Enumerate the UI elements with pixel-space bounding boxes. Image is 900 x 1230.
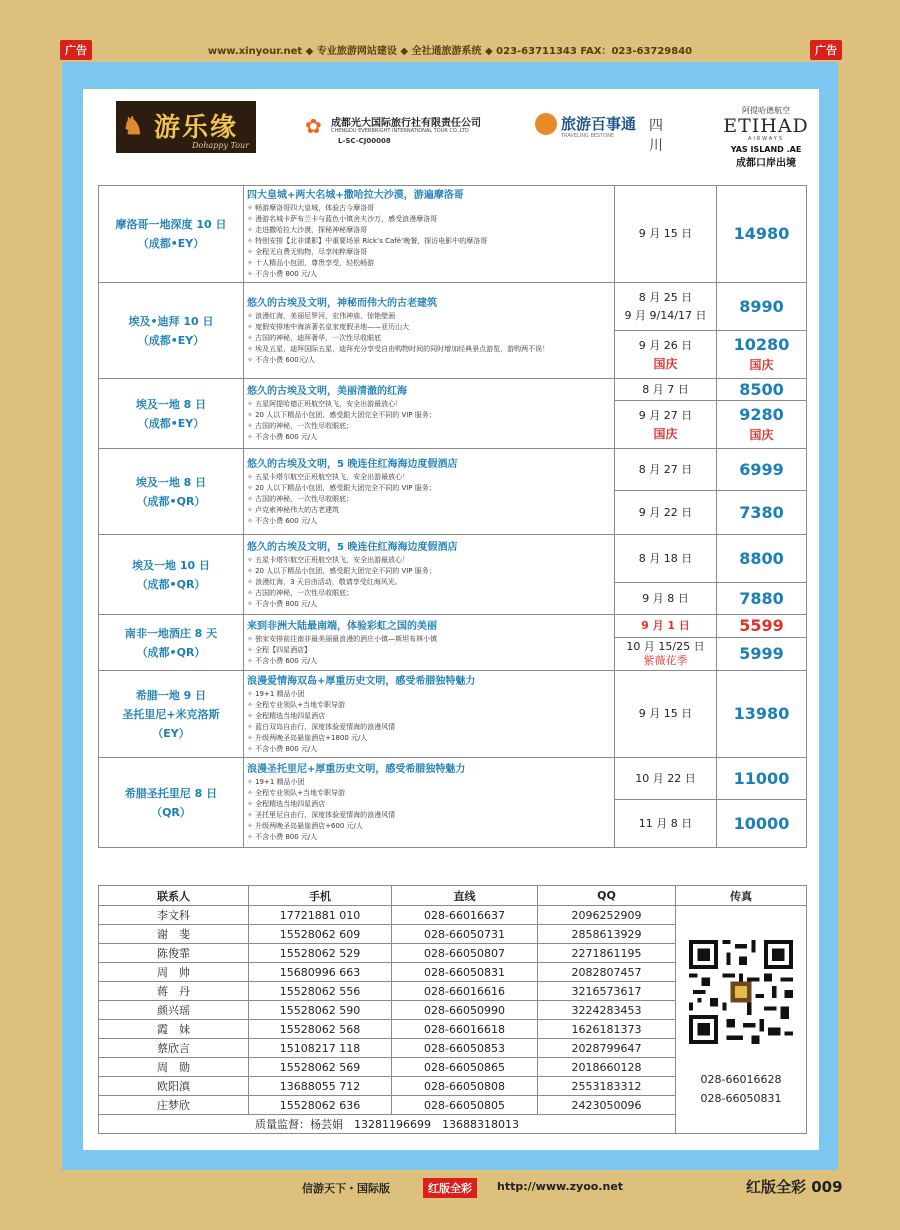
col-header: 直线 (392, 886, 538, 906)
tour-desc (244, 449, 615, 535)
contact-phone[interactable]: 028-66050990 (392, 1001, 538, 1020)
tour-name-line: （成都•QR） (136, 577, 206, 591)
tour-name-line: 希腊一地 9 日 (135, 688, 207, 702)
contact-qq[interactable]: 2082807457 (538, 963, 676, 982)
tour-item: ✧ 全程专业领队+当地专职导游 (247, 700, 612, 711)
contact-qq[interactable]: 3216573617 (538, 982, 676, 1001)
contact-qq[interactable]: 2423050096 (538, 1096, 676, 1115)
tour-price: 8500 (717, 379, 807, 401)
contact-name: 周 帅 (99, 963, 249, 982)
contact-mobile[interactable]: 15108217 118 (249, 1039, 392, 1058)
tour-name-line: （成都•EY） (137, 416, 205, 430)
holiday-note: 国庆 (749, 427, 774, 442)
ad-tag-left: 广告 (60, 40, 92, 60)
contact-mobile[interactable]: 17721881 010 (249, 906, 392, 925)
tour-price: 13980 (717, 671, 807, 758)
contact-phone[interactable]: 028-66050807 (392, 944, 538, 963)
contact-mobile[interactable]: 15528062 556 (249, 982, 392, 1001)
contact-qq[interactable]: 1626181373 (538, 1020, 676, 1039)
tour-price-value: 9280 (739, 404, 784, 424)
contact-phone[interactable]: 028-66050731 (392, 925, 538, 944)
contact-name: 蒋 丹 (99, 982, 249, 1001)
tour-name (99, 449, 244, 535)
tour-date: 10 月 22 日 (615, 758, 717, 800)
tour-item: ✧ 全程无自费无购物，尽享纯粹摩洛哥 (247, 247, 612, 258)
contact-phone[interactable]: 028-66016637 (392, 906, 538, 925)
contact-qq[interactable]: 3224283453 (538, 1001, 676, 1020)
tour-title: 悠久的古埃及文明，5 晚连住红海海边度假酒店 (247, 541, 458, 553)
contact-name: 陈俊霏 (99, 944, 249, 963)
logo-lybst-en: TRAVELING BESTONE (561, 133, 615, 139)
fax-cell (676, 906, 807, 1134)
tour-desc (244, 615, 615, 671)
tour-price: 7380 (717, 491, 807, 535)
logo-etihad (721, 105, 811, 177)
tour-item: ✧ 全程精选当地四星酒店 (247, 711, 612, 722)
tour-name-line: （QR） (151, 805, 191, 819)
tour-name-line: 圣托里尼+米克洛斯 (122, 707, 220, 721)
tour-item: ✧ 全程专业领队+当地专职导游 (247, 788, 612, 799)
tour-item: ✧ 畅游摩洛哥四大皇城，体验古今摩洛哥 (247, 203, 612, 214)
tour-name-line: 南非一地酒庄 8 天 (124, 626, 218, 640)
footer-slogan: 信游天下・国际版 (302, 1182, 390, 1195)
logo-cgd-name: 成都光大国际旅行社有限责任公司 (331, 118, 481, 129)
tour-item: ✧ 浪漫红海，3 天自由活动，敬请享受红海风光。 (247, 577, 612, 588)
tour-item: ✧ 升级两晚圣岛悬崖酒店+1800 元/人 (247, 733, 612, 744)
tour-item: ✧ 不含小费 800 元/人 (247, 744, 612, 755)
table-row (99, 379, 807, 401)
tour-title: 浪漫爱情海双岛+厚重历史文明，感受希腊独特魅力 (247, 675, 476, 687)
logo-bar (83, 89, 819, 185)
table-row (99, 535, 807, 583)
tour-item: ✧ 浪漫红海，美丽尼罗河，宏伟神庙，惊艳壁画 (247, 311, 612, 322)
yas-island: YAS ISLAND .AE (730, 145, 802, 154)
tour-title: 悠久的古埃及文明，5 晚连住红海海边度假酒店 (247, 458, 458, 470)
tour-date (615, 283, 717, 331)
tour-item: ✧ 埃及五星、迪拜国际五星，迪拜充分享受自由购物时间的同时增加经典景点游览，游购两不误！ (247, 344, 612, 355)
tour-name-line: 希腊圣托里尼 8 日 (124, 786, 218, 800)
col-header: 手机 (249, 886, 392, 906)
tour-name-line: 埃及•迪拜 10 日 (128, 314, 214, 328)
tour-title: 悠久的古埃及文明，美丽清澈的红海 (247, 386, 407, 397)
tour-date: 8 月 27 日 (615, 449, 717, 491)
tour-title: 浪漫圣托里尼+厚重历史文明，感受希腊独特魅力 (247, 764, 466, 775)
tour-date (615, 331, 717, 379)
horse-icon: ♞ (122, 111, 146, 140)
everbright-mark-icon: ✿ (305, 114, 322, 138)
logo-lybst-name: 旅游百事通 (561, 115, 637, 133)
tour-price: 8800 (717, 535, 807, 583)
qr-code-icon[interactable] (689, 940, 793, 1044)
tour-price: 8990 (717, 283, 807, 331)
logo-cgd-en: CHENGDU EVERBRIGHT INTERNATIONAL TOUR CO.,LTD (331, 128, 469, 134)
tour-price: 10000 (717, 800, 807, 848)
contact-qq[interactable]: 2553183312 (538, 1077, 676, 1096)
tour-item: ✧ 不含小费 800 元/人 (247, 269, 612, 280)
tour-item: ✧ 漫游名城卡萨布兰卡与蓝色小镇舍夫沙万，感受浪漫摩洛哥 (247, 214, 612, 225)
tour-item: ✧ 古国的神秘，一次性尽收眼底； (247, 494, 612, 505)
contact-mobile[interactable]: 15528062 590 (249, 1001, 392, 1020)
tour-name-line: 摩洛哥一地深度 10 日 (115, 218, 227, 231)
tour-desc (244, 758, 615, 848)
logo-lvyou-baishitong (535, 111, 665, 154)
tour-price: 14980 (717, 186, 807, 283)
tour-date: 9 月 22 日 (615, 491, 717, 535)
tour-item: ✧ 十人精品小包团，尊贵享受，轻松畅游 (247, 258, 612, 269)
tour-name (99, 758, 244, 848)
contact-phone[interactable]: 028-66050808 (392, 1077, 538, 1096)
tour-item: ✧ 不含小费 800 元/人 (247, 599, 612, 610)
tour-price: 11000 (717, 758, 807, 800)
footer-url[interactable]: http://www.zyoo.net (497, 1180, 624, 1193)
tour-date (615, 638, 717, 671)
tour-date-line: 9 月 9/14/17 日 (624, 308, 707, 322)
tour-date: 11 月 8 日 (615, 800, 717, 848)
contact-name: 李文科 (99, 906, 249, 925)
tour-date: 8 月 7 日 (615, 379, 717, 401)
tour-name-line: （成都•EY） (137, 237, 205, 250)
top-info-strip: www.xinyour.net ◆ 专业旅游网站建设 ◆ 全社通旅游系统 ◆ 023-63711343 FAX：023-63729840 (207, 46, 693, 57)
contact-qq[interactable]: 2018660128 (538, 1058, 676, 1077)
contact-mobile[interactable]: 15528062 636 (249, 1096, 392, 1115)
ad-tag-right: 广告 (810, 40, 842, 60)
tour-name-line: （成都•QR） (136, 645, 206, 659)
tour-name (99, 615, 244, 671)
col-header: 传真 (676, 886, 807, 906)
contact-mobile[interactable]: 15528062 609 (249, 925, 392, 944)
tour-name (99, 283, 244, 379)
col-header: 联系人 (99, 886, 249, 906)
page-number: 红版全彩 009 (746, 1178, 843, 1196)
tour-item: ✧ 20 人以下精品小包团，感受跟大团完全不同的 VIP 服务； (247, 566, 612, 577)
tour-item: ✧ 古国的神秘，一次性尽收眼底； (247, 588, 612, 599)
tour-date-line: 10 月 15/25 日 (626, 640, 705, 653)
tour-item: ✧ 不含小费 600 元/人 (247, 516, 612, 527)
table-row (99, 906, 807, 925)
logo-chengdu-everbright (305, 111, 520, 151)
tour-item: ✧ 19+1 精品小团 (247, 689, 612, 700)
contact-phone[interactable]: 028-66016618 (392, 1020, 538, 1039)
tour-item: ✧ 五星卡塔尔航空正班航空执飞，安全出游最放心！ (247, 555, 612, 566)
tour-name-line: （成都•QR） (136, 494, 206, 508)
contact-table (98, 885, 807, 1134)
tour-item: ✧ 五星卡塔尔航空正班航空执飞，安全出游最放心！ (247, 472, 612, 483)
tour-item: ✧ 五星阿提哈德正班航空执飞，安全出游最放心！ (247, 399, 612, 410)
tour-item: ✧ 古国的神秘，一次性尽收眼底； (247, 421, 612, 432)
holiday-note: 国庆 (749, 357, 774, 372)
tour-date: 9 月 15 日 (615, 186, 717, 283)
tour-date: 9 月 8 日 (615, 583, 717, 615)
tour-price: 7880 (717, 583, 807, 615)
table-row (99, 758, 807, 800)
table-row (99, 449, 807, 491)
tour-date: 9 月 1 日 (615, 615, 717, 638)
table-row (99, 186, 807, 283)
tour-desc (244, 671, 615, 758)
tour-name-line: 埃及一地 10 日 (132, 558, 210, 572)
tour-price: 5999 (717, 638, 807, 671)
holiday-note: 国庆 (653, 356, 678, 371)
tour-name (99, 186, 244, 283)
contact-name: 谢 斐 (99, 925, 249, 944)
logo-lybst-sub: 四川 (649, 118, 663, 154)
contact-name: 欧阳滇 (99, 1077, 249, 1096)
tour-date (615, 401, 717, 449)
tour-item: ✧ 全程精选当地四星酒店 (247, 799, 612, 810)
tour-item: ✧ 卢克索神秘伟大的古老建筑 (247, 505, 612, 516)
tour-title: 来到非洲大陆最南端，体验彩虹之国的美丽 (247, 620, 437, 632)
tour-date: 8 月 18 日 (615, 535, 717, 583)
tour-item: ✧ 圣托里尼自由行，深度体验爱情海的浪漫风情 (247, 810, 612, 821)
tour-date-line: 8 月 25 日 (638, 290, 693, 304)
logo-youleyuan (116, 101, 256, 153)
contact-name: 周 勋 (99, 1058, 249, 1077)
holiday-note: 国庆 (653, 426, 678, 441)
logo-youleyuan-sub: Dohappy Tour (192, 141, 249, 150)
tour-name (99, 671, 244, 758)
tour-item: ✧ 古国的神秘，迪拜奢华，一次性尽收眼底 (247, 333, 612, 344)
etihad-airways: AIRWAYS (747, 136, 785, 142)
tour-item: ✧ 不含小费 600 元/人 (247, 432, 612, 443)
tour-name (99, 535, 244, 615)
tour-title: 悠久的古埃及文明，神秘而伟大的古老建筑 (247, 297, 437, 309)
contact-name: 庄梦欣 (99, 1096, 249, 1115)
tour-price: 6999 (717, 449, 807, 491)
contact-qq[interactable]: 2028799647 (538, 1039, 676, 1058)
contact-phone[interactable]: 028-66050865 (392, 1058, 538, 1077)
contact-phone[interactable]: 028-66050853 (392, 1039, 538, 1058)
contact-mobile[interactable]: 13688055 712 (249, 1077, 392, 1096)
contact-qq[interactable]: 2096252909 (538, 906, 676, 925)
tour-name-line: 埃及一地 8 日 (135, 397, 207, 411)
tour-item: ✧ 不含小费 800 元/人 (247, 832, 612, 843)
contact-phone[interactable]: 028-66050805 (392, 1096, 538, 1115)
season-note: 紫薇花季 (643, 654, 688, 667)
tour-item: ✧ 全程【四星酒店】 (247, 645, 612, 656)
tour-item: ✧ 特别安排【北非谍影】中重要场景 Rick’s Café’晚餐，探访电影中的摩洛哥 (247, 236, 612, 247)
departure-port: 成都口岸出境 (736, 158, 796, 169)
tour-table (98, 185, 807, 848)
tour-price (717, 331, 807, 379)
tour-date-line: 9 月 26 日 (638, 338, 693, 352)
fax-number[interactable]: 028-66050831 (700, 1092, 782, 1105)
tour-price: 5599 (717, 615, 807, 638)
ad-card (83, 89, 819, 1150)
logo-cgd-license: L-SC-CJ00008 (338, 137, 391, 145)
baishitong-mark-icon (535, 113, 557, 135)
tour-date-line: 9 月 27 日 (638, 408, 693, 422)
tour-item: ✧ 度假安排地中海滨著名皇家度假圣地——亚历山大 (247, 322, 612, 333)
quality-supervisor: 质量监督：杨芸娟 13281196699 13688318013 (99, 1115, 676, 1134)
tour-item: ✧ 19+1 精品小团 (247, 777, 612, 788)
etihad-cn: 阿提哈德航空 (742, 106, 790, 115)
tour-item: ✧ 不含小费 600元/人 (247, 355, 612, 366)
contact-mobile[interactable]: 15528062 569 (249, 1058, 392, 1077)
tour-desc (244, 535, 615, 615)
tour-item: ✧ 20 人以下精品小包团，感受跟大团完全不同的 VIP 服务； (247, 483, 612, 494)
tour-date: 9 月 15 日 (615, 671, 717, 758)
tour-name-line: （EY） (152, 726, 190, 740)
table-row (99, 283, 807, 331)
contact-qq[interactable]: 2858613929 (538, 925, 676, 944)
contact-name: 霞 妹 (99, 1020, 249, 1039)
tour-price-value: 10280 (733, 334, 790, 354)
contact-name: 蔡欣言 (99, 1039, 249, 1058)
contact-phone[interactable]: 028-66016616 (392, 982, 538, 1001)
contact-mobile[interactable]: 15680996 663 (249, 963, 392, 982)
contact-mobile[interactable]: 15528062 568 (249, 1020, 392, 1039)
footer-badge: 红版全彩 (423, 1178, 477, 1198)
tour-item: ✧ 蓝白双岛自由行，深度体验爱情海的浪漫风情 (247, 722, 612, 733)
tour-item: ✧ 走进撒哈拉大沙漠，探秘神秘摩洛哥 (247, 225, 612, 236)
fax-number[interactable]: 028-66016628 (700, 1073, 782, 1086)
contact-name: 颜兴瑶 (99, 1001, 249, 1020)
col-header: QQ (538, 886, 676, 906)
contact-qq[interactable]: 2271861195 (538, 944, 676, 963)
tour-item: ✧ 独家安排前往南非最美丽最浪漫的酒庄小镇—斯坦布林小镇 (247, 634, 612, 645)
contact-mobile[interactable]: 15528062 529 (249, 944, 392, 963)
tour-item: ✧ 20 人以下精品小包团，感受跟大团完全不同的 VIP 服务； (247, 410, 612, 421)
logo-youleyuan-name: 游乐缘 (154, 113, 239, 143)
table-header-row (99, 886, 807, 906)
tour-item: ✧ 升级两晚圣岛悬崖酒店+600 元/人 (247, 821, 612, 832)
tour-item: ✧ 不含小费 600 元/人 (247, 656, 612, 667)
tour-name (99, 379, 244, 449)
table-row (99, 671, 807, 758)
tour-desc (244, 379, 615, 449)
tour-name-line: （成都•EY） (137, 333, 205, 347)
etihad-en: ETIHAD (723, 115, 809, 137)
contact-phone[interactable]: 028-66050831 (392, 963, 538, 982)
tour-title: 四大皇城+两大名城+撒哈拉大沙漠，游遍摩洛哥 (247, 190, 464, 201)
table-row (99, 615, 807, 638)
tour-desc (244, 283, 615, 379)
tour-desc (244, 186, 615, 283)
tour-price (717, 401, 807, 449)
tour-name-line: 埃及一地 8 日 (135, 475, 207, 489)
